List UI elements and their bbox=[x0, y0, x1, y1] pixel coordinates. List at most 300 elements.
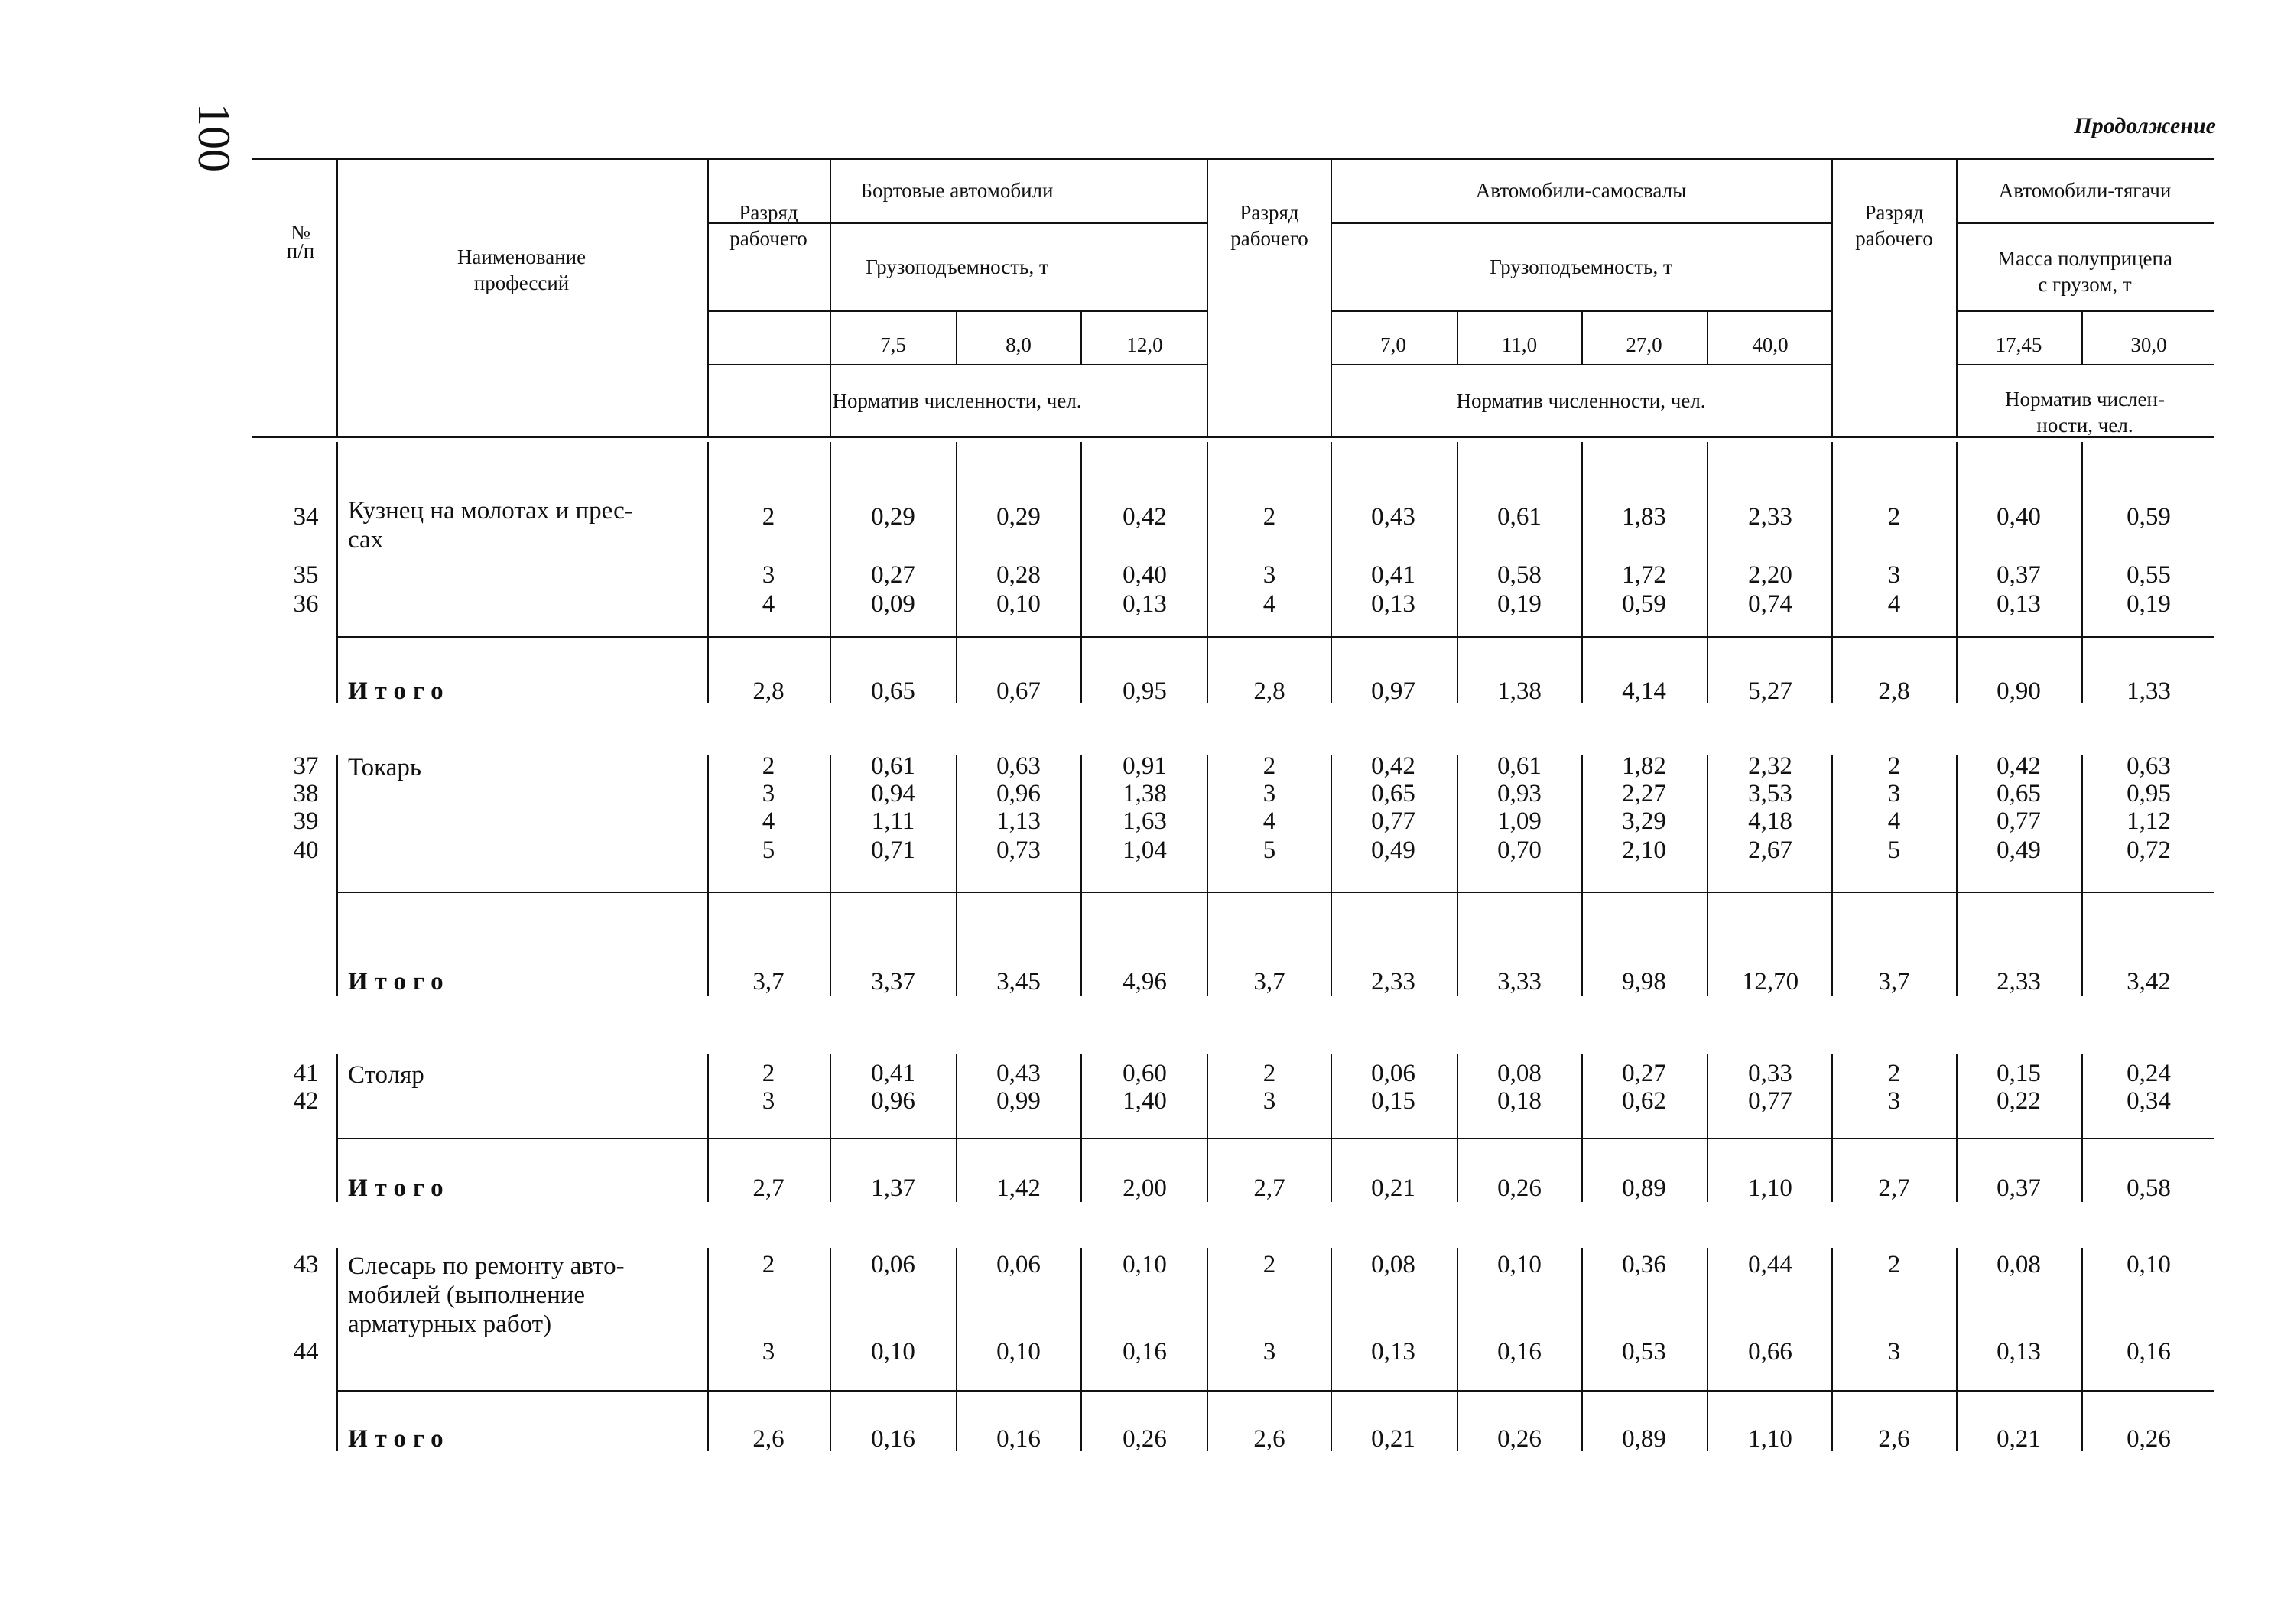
section-0-total-rule bbox=[336, 636, 2214, 638]
section-3-total-bort-2: 0,26 bbox=[1123, 1425, 1167, 1453]
section-1-row-3-dump-2: 2,10 bbox=[1622, 836, 1666, 864]
section-1-total-grade-tractor: 3,7 bbox=[1878, 968, 1910, 996]
section-0-row-2-tractor-1: 0,19 bbox=[2127, 590, 2171, 618]
section-3-row-1-tractor-1: 0,16 bbox=[2127, 1338, 2171, 1366]
header-value-divider bbox=[956, 310, 957, 364]
section-2-total-rule bbox=[336, 1138, 2214, 1139]
section-1-total-dump-2: 9,98 bbox=[1622, 968, 1666, 996]
section-0-total-bort-2: 0,95 bbox=[1123, 677, 1167, 705]
section-0-col-divider bbox=[336, 442, 338, 703]
group-0-capacity-0: 7,5 bbox=[880, 333, 906, 356]
section-1-row-0-number: 37 bbox=[293, 752, 319, 780]
norm-rule-tractor bbox=[1956, 364, 2214, 365]
section-3-col-divider bbox=[707, 1248, 709, 1451]
section-0-col-divider bbox=[1457, 442, 1458, 703]
section-2-row-0-number: 41 bbox=[293, 1060, 319, 1087]
grade-header-2: Разряд рабочего bbox=[1230, 201, 1308, 250]
section-2-row-0-bort-1: 0,43 bbox=[996, 1060, 1041, 1087]
section-3-profession: Слесарь по ремонту авто- мобилей (выполнение арматурных работ) bbox=[348, 1252, 625, 1338]
header-col-divider bbox=[830, 158, 831, 436]
section-3-total-dump-3: 1,10 bbox=[1748, 1425, 1792, 1453]
section-0-total-bort-0: 0,65 bbox=[871, 677, 915, 705]
section-2-col-divider bbox=[336, 1054, 338, 1202]
section-1-row-0-tractor-0: 0,42 bbox=[1997, 752, 2041, 780]
section-2-total-dump-3: 1,10 bbox=[1748, 1174, 1792, 1202]
section-1-profession: Токарь bbox=[348, 754, 421, 781]
section-0-row-2-grade-bort: 4 bbox=[762, 590, 775, 618]
section-1-row-0-bort-0: 0,61 bbox=[871, 752, 915, 780]
grade-header-3: Разряд рабочего bbox=[1855, 201, 1933, 250]
section-2-col-divider bbox=[1831, 1054, 1833, 1202]
section-1-col-divider bbox=[1457, 755, 1458, 996]
section-1-total-dump-1: 3,33 bbox=[1497, 968, 1542, 996]
section-1-row-2-number: 39 bbox=[293, 807, 319, 835]
section-2-row-1-bort-0: 0,96 bbox=[871, 1087, 915, 1115]
section-0-row-1-tractor-0: 0,37 bbox=[1997, 561, 2041, 589]
group-norm-1: Норматив численности, чел. bbox=[1456, 389, 1706, 412]
section-0-row-2-number: 36 bbox=[293, 590, 319, 618]
section-0-row-1-tractor-1: 0,55 bbox=[2127, 561, 2171, 589]
section-1-row-3-number: 40 bbox=[293, 836, 319, 864]
section-1-total-grade-bort: 3,7 bbox=[752, 968, 785, 996]
section-3-row-0-tractor-1: 0,10 bbox=[2127, 1251, 2171, 1278]
section-1-row-3-grade-tractor: 5 bbox=[1887, 836, 1901, 864]
col-number-header: № п/п bbox=[286, 221, 315, 263]
section-1-row-3-tractor-0: 0,49 bbox=[1997, 836, 2041, 864]
section-2-row-1-dump-0: 0,15 bbox=[1371, 1087, 1415, 1115]
section-1-row-1-bort-1: 0,96 bbox=[996, 780, 1041, 807]
section-0-row-1-grade-dump: 3 bbox=[1262, 561, 1276, 589]
section-3-row-0-dump-3: 0,44 bbox=[1748, 1251, 1792, 1278]
section-2-col-divider bbox=[956, 1054, 957, 1202]
section-1-row-2-tractor-0: 0,77 bbox=[1997, 807, 2041, 835]
section-3-col-divider bbox=[830, 1248, 831, 1451]
section-2-total-dump-1: 0,26 bbox=[1497, 1174, 1542, 1202]
section-1-row-1-tractor-0: 0,65 bbox=[1997, 780, 2041, 807]
header-value-divider bbox=[1581, 310, 1583, 364]
section-1-row-0-grade-bort: 2 bbox=[762, 752, 775, 780]
section-2-row-1-dump-2: 0,62 bbox=[1622, 1087, 1666, 1115]
section-0-col-divider bbox=[1207, 442, 1208, 703]
section-3-total-grade-dump: 2,6 bbox=[1253, 1425, 1285, 1453]
section-1-col-divider bbox=[336, 755, 338, 996]
group-subtitle-0: Грузоподъемность, т bbox=[866, 255, 1048, 278]
header-col-divider bbox=[1207, 158, 1208, 436]
section-1-row-2-bort-1: 1,13 bbox=[996, 807, 1041, 835]
section-3-row-1-dump-3: 0,66 bbox=[1748, 1338, 1792, 1366]
group-title-0: Бортовые автомобили bbox=[860, 179, 1054, 202]
section-1-row-0-tractor-1: 0,63 bbox=[2127, 752, 2171, 780]
values-rule-tractor bbox=[1956, 310, 2214, 312]
section-1-row-2-bort-0: 1,11 bbox=[871, 807, 915, 835]
header-bottom-rule bbox=[252, 436, 2214, 438]
section-1-row-0-dump-1: 0,61 bbox=[1497, 752, 1542, 780]
norm-rule-bort bbox=[707, 364, 1207, 365]
grade-header-1: Разряд рабочего bbox=[729, 201, 807, 250]
section-0-row-0-bort-0: 0,29 bbox=[871, 503, 915, 531]
section-3-row-1-dump-2: 0,53 bbox=[1622, 1338, 1666, 1366]
section-2-row-1-number: 42 bbox=[293, 1087, 319, 1115]
section-3-row-1-dump-1: 0,16 bbox=[1497, 1338, 1542, 1366]
group-subtitle-1: Грузоподъемность, т bbox=[1490, 255, 1672, 278]
section-0-row-2-bort-1: 0,10 bbox=[996, 590, 1041, 618]
section-1-row-3-dump-0: 0,49 bbox=[1371, 836, 1415, 864]
section-1-row-3-bort-1: 0,73 bbox=[996, 836, 1041, 864]
section-2-profession: Столяр bbox=[348, 1061, 424, 1089]
section-0-row-0-dump-2: 1,83 bbox=[1622, 503, 1666, 531]
section-0-row-1-dump-1: 0,58 bbox=[1497, 561, 1542, 589]
section-0-total-dump-2: 4,14 bbox=[1622, 677, 1666, 705]
section-1-row-2-grade-bort: 4 bbox=[762, 807, 775, 835]
section-0-col-divider bbox=[1080, 442, 1082, 703]
section-2-total-grade-tractor: 2,7 bbox=[1878, 1174, 1910, 1202]
section-1-row-1-grade-tractor: 3 bbox=[1887, 780, 1901, 807]
section-0-row-1-dump-3: 2,20 bbox=[1748, 561, 1792, 589]
section-0-row-0-grade-dump: 2 bbox=[1262, 503, 1276, 531]
section-2-total-bort-1: 1,42 bbox=[996, 1174, 1041, 1202]
header-value-divider bbox=[1707, 310, 1708, 364]
section-3-row-0-bort-2: 0,10 bbox=[1123, 1251, 1167, 1278]
section-0-row-1-dump-2: 1,72 bbox=[1622, 561, 1666, 589]
group-title-1: Автомобили-самосвалы bbox=[1475, 179, 1687, 202]
section-3-row-0-bort-0: 0,06 bbox=[871, 1251, 915, 1278]
section-0-total-tractor-1: 1,33 bbox=[2127, 677, 2171, 705]
section-1-row-0-grade-tractor: 2 bbox=[1887, 752, 1901, 780]
section-1-row-0-dump-2: 1,82 bbox=[1622, 752, 1666, 780]
section-0-row-1-number: 35 bbox=[293, 561, 319, 589]
section-3-total-dump-2: 0,89 bbox=[1622, 1425, 1666, 1453]
section-3-col-divider bbox=[1080, 1248, 1082, 1451]
section-2-col-divider bbox=[1581, 1054, 1583, 1202]
section-1-total-bort-1: 3,45 bbox=[996, 968, 1041, 996]
section-2-col-divider bbox=[2081, 1054, 2083, 1202]
section-3-col-divider bbox=[1207, 1248, 1208, 1451]
header-value-divider bbox=[1457, 310, 1458, 364]
section-1-total-rule bbox=[336, 892, 2214, 893]
section-1-row-2-dump-0: 0,77 bbox=[1371, 807, 1415, 835]
section-2-row-0-bort-2: 0,60 bbox=[1123, 1060, 1167, 1087]
section-0-row-0-bort-1: 0,29 bbox=[996, 503, 1041, 531]
section-2-col-divider bbox=[830, 1054, 831, 1202]
section-2-row-0-bort-0: 0,41 bbox=[871, 1060, 915, 1087]
section-3-row-1-number: 44 bbox=[293, 1338, 319, 1366]
section-1-row-0-dump-3: 2,32 bbox=[1748, 752, 1792, 780]
section-3-row-0-tractor-0: 0,08 bbox=[1997, 1251, 2041, 1278]
section-2-row-1-tractor-0: 0,22 bbox=[1997, 1087, 2041, 1115]
section-2-row-1-bort-2: 1,40 bbox=[1123, 1087, 1167, 1115]
section-0-col-divider bbox=[2081, 442, 2083, 703]
section-0-col-divider bbox=[1581, 442, 1583, 703]
section-0-row-2-dump-0: 0,13 bbox=[1371, 590, 1415, 618]
section-2-col-divider bbox=[1457, 1054, 1458, 1202]
section-3-total-bort-1: 0,16 bbox=[996, 1425, 1041, 1453]
section-1-row-2-dump-2: 3,29 bbox=[1622, 807, 1666, 835]
section-1-row-1-grade-dump: 3 bbox=[1262, 780, 1276, 807]
section-0-row-2-grade-dump: 4 bbox=[1262, 590, 1276, 618]
section-2-total-grade-bort: 2,7 bbox=[752, 1174, 785, 1202]
section-0-total-dump-3: 5,27 bbox=[1748, 677, 1792, 705]
section-1-row-3-bort-2: 1,04 bbox=[1123, 836, 1167, 864]
section-1-col-divider bbox=[707, 755, 709, 996]
section-1-row-3-bort-0: 0,71 bbox=[871, 836, 915, 864]
header-col-divider bbox=[707, 158, 709, 436]
section-2-row-0-tractor-1: 0,24 bbox=[2127, 1060, 2171, 1087]
section-2-col-divider bbox=[707, 1054, 709, 1202]
section-1-total-bort-2: 4,96 bbox=[1123, 968, 1167, 996]
section-3-total-rule bbox=[336, 1390, 2214, 1392]
section-2-total-tractor-1: 0,58 bbox=[2127, 1174, 2171, 1202]
section-3-total-grade-bort: 2,6 bbox=[752, 1425, 785, 1453]
section-3-row-0-dump-0: 0,08 bbox=[1371, 1251, 1415, 1278]
group-subtitle-2: Масса полуприцепа с грузом, т bbox=[1997, 247, 2172, 296]
section-1-col-divider bbox=[830, 755, 831, 996]
section-1-col-divider bbox=[1207, 755, 1208, 996]
section-1-row-3-dump-3: 2,67 bbox=[1748, 836, 1792, 864]
section-1-row-1-number: 38 bbox=[293, 780, 319, 807]
header-value-divider bbox=[2081, 310, 2083, 364]
section-3-row-1-tractor-0: 0,13 bbox=[1997, 1338, 2041, 1366]
group-1-capacity-1: 11,0 bbox=[1501, 333, 1538, 356]
group-norm-2: Норматив числен- ности, чел. bbox=[2005, 388, 2165, 437]
subhead-rule-tractor bbox=[1956, 222, 2214, 224]
section-2-row-1-grade-bort: 3 bbox=[762, 1087, 775, 1115]
section-0-col-divider bbox=[1331, 442, 1332, 703]
norm-rule-dump bbox=[1331, 364, 1831, 365]
header-value-divider bbox=[1080, 310, 1082, 364]
section-0-row-1-bort-1: 0,28 bbox=[996, 561, 1041, 589]
section-2-row-0-grade-dump: 2 bbox=[1262, 1060, 1276, 1087]
section-2-row-1-dump-3: 0,77 bbox=[1748, 1087, 1792, 1115]
section-1-row-2-tractor-1: 1,12 bbox=[2127, 807, 2171, 835]
section-0-col-divider bbox=[707, 442, 709, 703]
group-1-capacity-0: 7,0 bbox=[1380, 333, 1406, 356]
section-3-col-divider bbox=[1331, 1248, 1332, 1451]
section-0-total-dump-0: 0,97 bbox=[1371, 677, 1415, 705]
section-0-total-bort-1: 0,67 bbox=[996, 677, 1041, 705]
section-1-total-dump-3: 12,70 bbox=[1741, 968, 1799, 996]
section-2-row-1-dump-1: 0,18 bbox=[1497, 1087, 1542, 1115]
section-3-row-0-grade-bort: 2 bbox=[762, 1251, 775, 1278]
section-2-row-0-dump-3: 0,33 bbox=[1748, 1060, 1792, 1087]
section-0-col-divider bbox=[1956, 442, 1958, 703]
section-1-row-1-dump-1: 0,93 bbox=[1497, 780, 1542, 807]
section-2-total-label: Итого bbox=[348, 1174, 450, 1202]
section-3-row-0-dump-2: 0,36 bbox=[1622, 1251, 1666, 1278]
section-0-total-label: Итого bbox=[348, 677, 450, 705]
page-number: 100 bbox=[189, 103, 239, 172]
section-3-row-1-bort-0: 0,10 bbox=[871, 1338, 915, 1366]
section-2-total-bort-0: 1,37 bbox=[871, 1174, 915, 1202]
section-1-total-label: Итого bbox=[348, 968, 450, 996]
section-3-total-label: Итого bbox=[348, 1425, 450, 1453]
section-2-col-divider bbox=[1331, 1054, 1332, 1202]
section-1-row-1-dump-0: 0,65 bbox=[1371, 780, 1415, 807]
section-2-col-divider bbox=[1956, 1054, 1958, 1202]
group-1-capacity-3: 40,0 bbox=[1752, 333, 1789, 356]
section-1-row-2-grade-dump: 4 bbox=[1262, 807, 1276, 835]
section-2-row-1-grade-tractor: 3 bbox=[1887, 1087, 1901, 1115]
section-3-col-divider bbox=[1831, 1248, 1833, 1451]
section-3-col-divider bbox=[956, 1248, 957, 1451]
section-1-row-0-grade-dump: 2 bbox=[1262, 752, 1276, 780]
section-2-col-divider bbox=[1207, 1054, 1208, 1202]
section-1-total-tractor-0: 2,33 bbox=[1997, 968, 2041, 996]
section-3-total-grade-tractor: 2,6 bbox=[1878, 1425, 1910, 1453]
header-col-divider bbox=[1331, 158, 1332, 436]
section-1-row-2-bort-2: 1,63 bbox=[1123, 807, 1167, 835]
section-3-col-divider bbox=[2081, 1248, 2083, 1451]
section-1-row-1-dump-3: 3,53 bbox=[1748, 780, 1792, 807]
section-0-total-grade-bort: 2,8 bbox=[752, 677, 785, 705]
section-1-col-divider bbox=[1331, 755, 1332, 996]
section-0-total-dump-1: 1,38 bbox=[1497, 677, 1542, 705]
section-3-row-1-dump-0: 0,13 bbox=[1371, 1338, 1415, 1366]
section-2-col-divider bbox=[1707, 1054, 1708, 1202]
section-2-total-grade-dump: 2,7 bbox=[1253, 1174, 1285, 1202]
section-3-col-divider bbox=[1457, 1248, 1458, 1451]
header-top-rule bbox=[252, 158, 2214, 160]
section-0-row-2-bort-0: 0,09 bbox=[871, 590, 915, 618]
section-1-row-0-bort-2: 0,91 bbox=[1123, 752, 1167, 780]
section-3-row-1-grade-bort: 3 bbox=[762, 1338, 775, 1366]
section-0-total-grade-tractor: 2,8 bbox=[1878, 677, 1910, 705]
section-1-row-1-grade-bort: 3 bbox=[762, 780, 775, 807]
section-1-total-grade-dump: 3,7 bbox=[1253, 968, 1285, 996]
header-col-divider bbox=[1956, 158, 1958, 436]
section-1-total-dump-0: 2,33 bbox=[1371, 968, 1415, 996]
subhead-rule-dump bbox=[1331, 222, 1831, 224]
section-2-total-bort-2: 2,00 bbox=[1123, 1174, 1167, 1202]
section-2-row-1-grade-dump: 3 bbox=[1262, 1087, 1276, 1115]
section-2-row-0-dump-1: 0,08 bbox=[1497, 1060, 1542, 1087]
section-0-row-2-tractor-0: 0,13 bbox=[1997, 590, 2041, 618]
section-3-total-bort-0: 0,16 bbox=[871, 1425, 915, 1453]
section-1-row-1-bort-2: 1,38 bbox=[1123, 780, 1167, 807]
section-2-total-dump-0: 0,21 bbox=[1371, 1174, 1415, 1202]
section-2-row-0-grade-tractor: 2 bbox=[1887, 1060, 1901, 1087]
section-2-row-1-tractor-1: 0,34 bbox=[2127, 1087, 2171, 1115]
section-1-total-bort-0: 3,37 bbox=[871, 968, 915, 996]
group-0-capacity-1: 8,0 bbox=[1006, 333, 1032, 356]
group-0-capacity-2: 12,0 bbox=[1126, 333, 1163, 356]
section-0-col-divider bbox=[830, 442, 831, 703]
section-0-row-2-grade-tractor: 4 bbox=[1887, 590, 1901, 618]
section-3-total-dump-0: 0,21 bbox=[1371, 1425, 1415, 1453]
section-1-row-1-dump-2: 2,27 bbox=[1622, 780, 1666, 807]
section-1-col-divider bbox=[1831, 755, 1833, 996]
group-norm-0: Норматив численности, чел. bbox=[832, 389, 1082, 412]
section-1-row-0-bort-1: 0,63 bbox=[996, 752, 1041, 780]
group-title-2: Автомобили-тягачи bbox=[1998, 179, 2172, 202]
section-3-col-divider bbox=[1581, 1248, 1583, 1451]
section-0-col-divider bbox=[956, 442, 957, 703]
section-3-row-1-grade-dump: 3 bbox=[1262, 1338, 1276, 1366]
section-1-row-3-grade-dump: 5 bbox=[1262, 836, 1276, 864]
section-0-total-grade-dump: 2,8 bbox=[1253, 677, 1285, 705]
section-0-row-0-bort-2: 0,42 bbox=[1123, 503, 1167, 531]
section-0-row-1-bort-0: 0,27 bbox=[871, 561, 915, 589]
section-3-col-divider bbox=[336, 1248, 338, 1451]
section-3-col-divider bbox=[1707, 1248, 1708, 1451]
section-1-row-0-dump-0: 0,42 bbox=[1371, 752, 1415, 780]
section-2-row-0-dump-0: 0,06 bbox=[1371, 1060, 1415, 1087]
col-profession-header: Наименование профессий bbox=[457, 245, 586, 294]
section-3-row-1-bort-2: 0,16 bbox=[1123, 1338, 1167, 1366]
section-1-row-3-dump-1: 0,70 bbox=[1497, 836, 1542, 864]
section-0-row-1-grade-tractor: 3 bbox=[1887, 561, 1901, 589]
section-1-total-tractor-1: 3,42 bbox=[2127, 968, 2171, 996]
section-3-row-0-number: 43 bbox=[293, 1251, 319, 1278]
section-0-row-2-dump-1: 0,19 bbox=[1497, 590, 1542, 618]
section-0-row-0-grade-bort: 2 bbox=[762, 503, 775, 531]
header-col-divider bbox=[336, 158, 338, 436]
section-0-row-0-tractor-1: 0,59 bbox=[2127, 503, 2171, 531]
section-0-row-1-dump-0: 0,41 bbox=[1371, 561, 1415, 589]
section-1-row-3-tractor-1: 0,72 bbox=[2127, 836, 2171, 864]
section-2-total-dump-2: 0,89 bbox=[1622, 1174, 1666, 1202]
section-2-row-0-tractor-0: 0,15 bbox=[1997, 1060, 2041, 1087]
section-2-row-0-grade-bort: 2 bbox=[762, 1060, 775, 1087]
section-0-row-1-grade-bort: 3 bbox=[762, 561, 775, 589]
section-3-row-0-grade-tractor: 2 bbox=[1887, 1251, 1901, 1278]
section-1-row-2-dump-1: 1,09 bbox=[1497, 807, 1542, 835]
section-1-col-divider bbox=[1956, 755, 1958, 996]
section-0-col-divider bbox=[1831, 442, 1833, 703]
group-1-capacity-2: 27,0 bbox=[1626, 333, 1662, 356]
section-3-total-tractor-0: 0,21 bbox=[1997, 1425, 2041, 1453]
section-3-total-tractor-1: 0,26 bbox=[2127, 1425, 2171, 1453]
section-1-row-1-tractor-1: 0,95 bbox=[2127, 780, 2171, 807]
section-0-row-2-dump-2: 0,59 bbox=[1622, 590, 1666, 618]
section-3-total-dump-1: 0,26 bbox=[1497, 1425, 1542, 1453]
section-1-col-divider bbox=[1581, 755, 1583, 996]
section-3-row-0-bort-1: 0,06 bbox=[996, 1251, 1041, 1278]
header-col-divider bbox=[1831, 158, 1833, 436]
section-3-row-1-bort-1: 0,10 bbox=[996, 1338, 1041, 1366]
section-3-col-divider bbox=[1956, 1248, 1958, 1451]
section-1-row-3-grade-bort: 5 bbox=[762, 836, 775, 864]
section-0-row-0-dump-0: 0,43 bbox=[1371, 503, 1415, 531]
continuation-label: Продолжение bbox=[2074, 113, 2216, 138]
section-2-row-1-bort-1: 0,99 bbox=[996, 1087, 1041, 1115]
section-2-row-0-dump-2: 0,27 bbox=[1622, 1060, 1666, 1087]
section-2-col-divider bbox=[1080, 1054, 1082, 1202]
section-1-col-divider bbox=[956, 755, 957, 996]
section-0-row-0-tractor-0: 0,40 bbox=[1997, 503, 2041, 531]
section-0-total-tractor-0: 0,90 bbox=[1997, 677, 2041, 705]
section-0-profession: Кузнец на молотах и прес- сах bbox=[348, 497, 633, 554]
section-3-row-1-grade-tractor: 3 bbox=[1887, 1338, 1901, 1366]
section-1-row-2-dump-3: 4,18 bbox=[1748, 807, 1792, 835]
section-0-row-0-number: 34 bbox=[293, 503, 319, 531]
section-1-col-divider bbox=[1707, 755, 1708, 996]
section-1-col-divider bbox=[2081, 755, 2083, 996]
group-2-capacity-1: 30,0 bbox=[2130, 333, 2167, 356]
section-1-row-2-grade-tractor: 4 bbox=[1887, 807, 1901, 835]
section-3-row-0-dump-1: 0,10 bbox=[1497, 1251, 1542, 1278]
section-0-row-0-dump-1: 0,61 bbox=[1497, 503, 1542, 531]
section-0-col-divider bbox=[1707, 442, 1708, 703]
section-0-row-2-dump-3: 0,74 bbox=[1748, 590, 1792, 618]
section-1-row-1-bort-0: 0,94 bbox=[871, 780, 915, 807]
section-0-row-2-bort-2: 0,13 bbox=[1123, 590, 1167, 618]
section-2-total-tractor-0: 0,37 bbox=[1997, 1174, 2041, 1202]
section-0-row-1-bort-2: 0,40 bbox=[1123, 561, 1167, 589]
section-3-row-0-grade-dump: 2 bbox=[1262, 1251, 1276, 1278]
section-0-row-0-dump-3: 2,33 bbox=[1748, 503, 1792, 531]
section-1-col-divider bbox=[1080, 755, 1082, 996]
group-2-capacity-0: 17,45 bbox=[1995, 333, 2042, 356]
